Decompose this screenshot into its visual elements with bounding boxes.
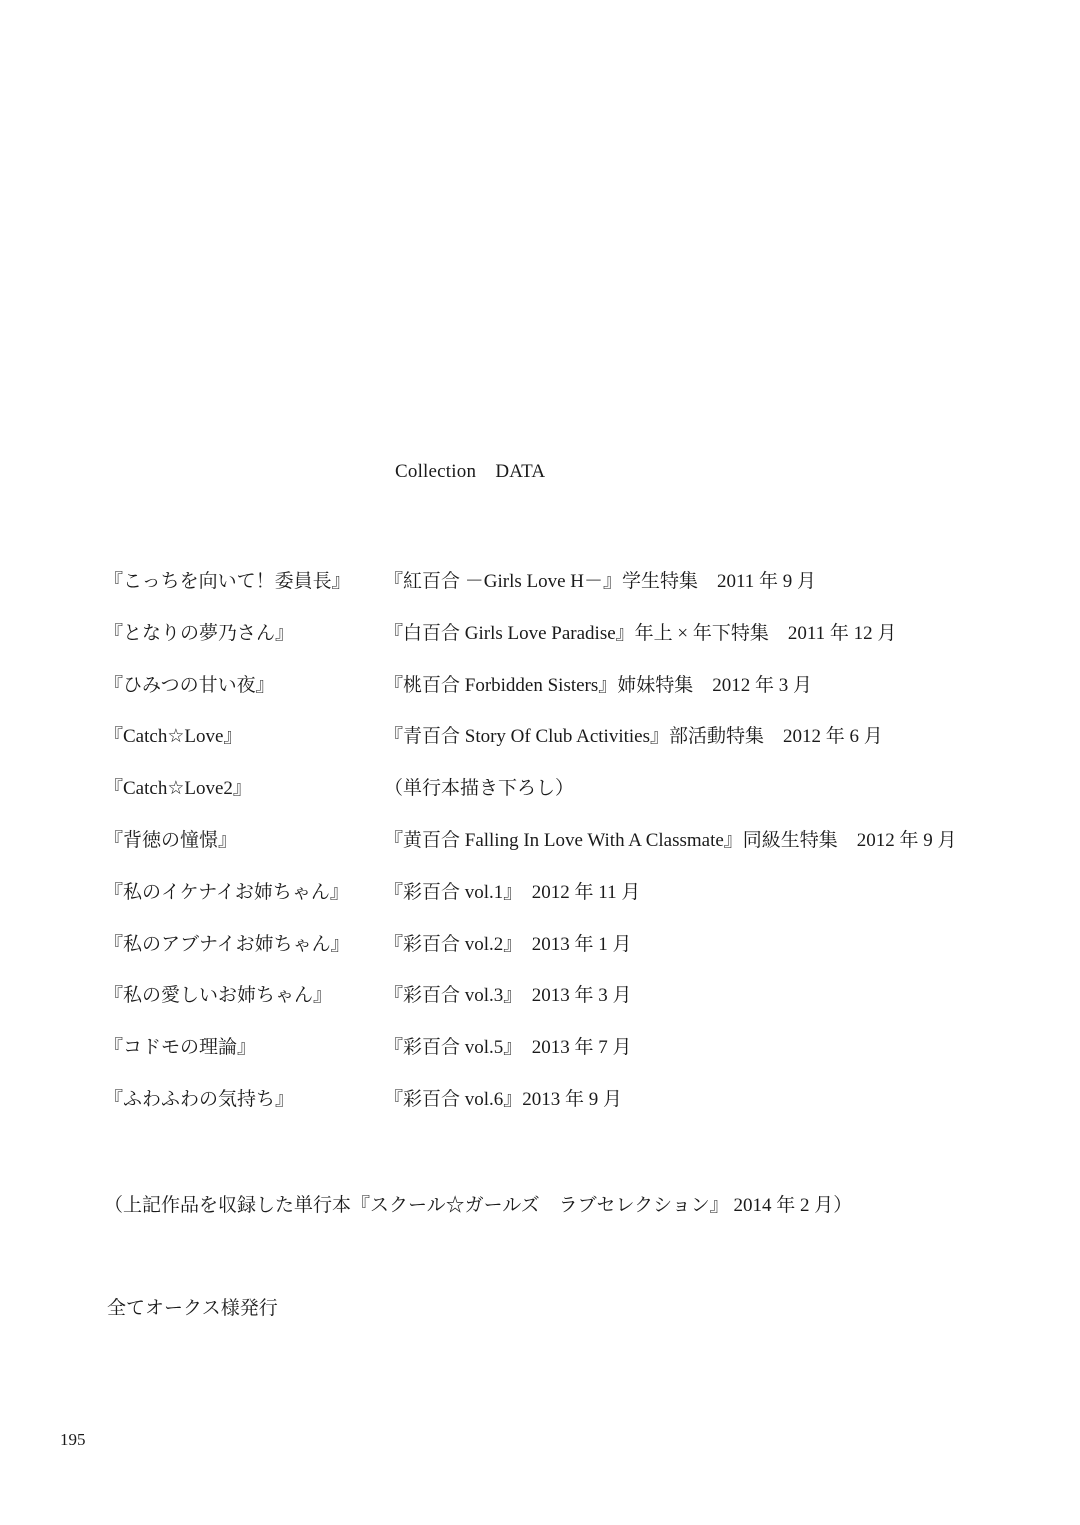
work-title: 『私のイケナイお姉ちゃん』: [104, 881, 349, 903]
list-item: [104, 1086, 1064, 1138]
page-title: Collection DATA: [395, 461, 546, 482]
work-title: 『Catch☆Love』: [104, 726, 243, 748]
collection-list: [104, 568, 1064, 1138]
list-item: [104, 1034, 1064, 1086]
work-title: 『ふわふわの気持ち』: [104, 1088, 295, 1110]
list-item: [104, 568, 1064, 620]
page-number: 195: [60, 1430, 86, 1449]
work-title: 『私のアブナイお姉ちゃん』: [104, 933, 350, 955]
source-info: 『彩百合 vol.2』 2013 年 1 月: [384, 933, 632, 955]
work-title: 『ひみつの甘い夜』: [104, 674, 275, 696]
source-info: 『桃百合 Forbidden Sisters』姉妹特集 2012 年 3 月: [384, 674, 813, 696]
list-item: [104, 620, 1064, 672]
list-item: [104, 931, 1064, 983]
source-info: 『彩百合 vol.6』2013 年 9 月: [384, 1088, 623, 1110]
list-item: [104, 879, 1064, 931]
publisher-note: 全てオークス様発行: [107, 1298, 278, 1319]
source-info: （単行本描き下ろし）: [384, 778, 575, 800]
source-info: 『彩百合 vol.3』 2013 年 3 月: [384, 985, 632, 1007]
list-item: [104, 982, 1064, 1034]
work-title: 『こっちを向いて！委員長』: [104, 571, 351, 592]
source-info: 『彩百合 vol.5』 2013 年 7 月: [384, 1037, 632, 1059]
source-info: 『黄百合 Falling In Love With A Classmate』同級生特集 2012 年 9 月: [384, 829, 957, 851]
work-title: 『コドモの理論』: [104, 1037, 257, 1059]
source-info: 『青百合 Story Of Club Activities』部活動特集 2012 年 6 月: [384, 726, 883, 748]
source-info: 『白百合 Girls Love Paradise』年上 × 年下特集 2011 年 12 月: [384, 622, 897, 644]
list-item: [104, 723, 1064, 775]
list-item: [104, 775, 1064, 827]
work-title: 『となりの夢乃さん』: [104, 622, 295, 644]
source-info: 『紅百合 －Girls Love H－』学生特集 2011 年 9 月: [384, 571, 817, 592]
source-info: 『彩百合 vol.1』 2012 年 11 月: [384, 881, 641, 903]
list-item: [104, 827, 1064, 879]
work-title: 『背徳の憧憬』: [104, 829, 238, 851]
work-title: 『Catch☆Love2』: [104, 778, 252, 800]
collection-note: （上記作品を収録した単行本『スクール☆ガールズ ラブセレクション』 2014 年 2 月）: [104, 1195, 853, 1216]
list-item: [104, 672, 1064, 724]
work-title: 『私の愛しいお姉ちゃん』: [104, 985, 333, 1007]
